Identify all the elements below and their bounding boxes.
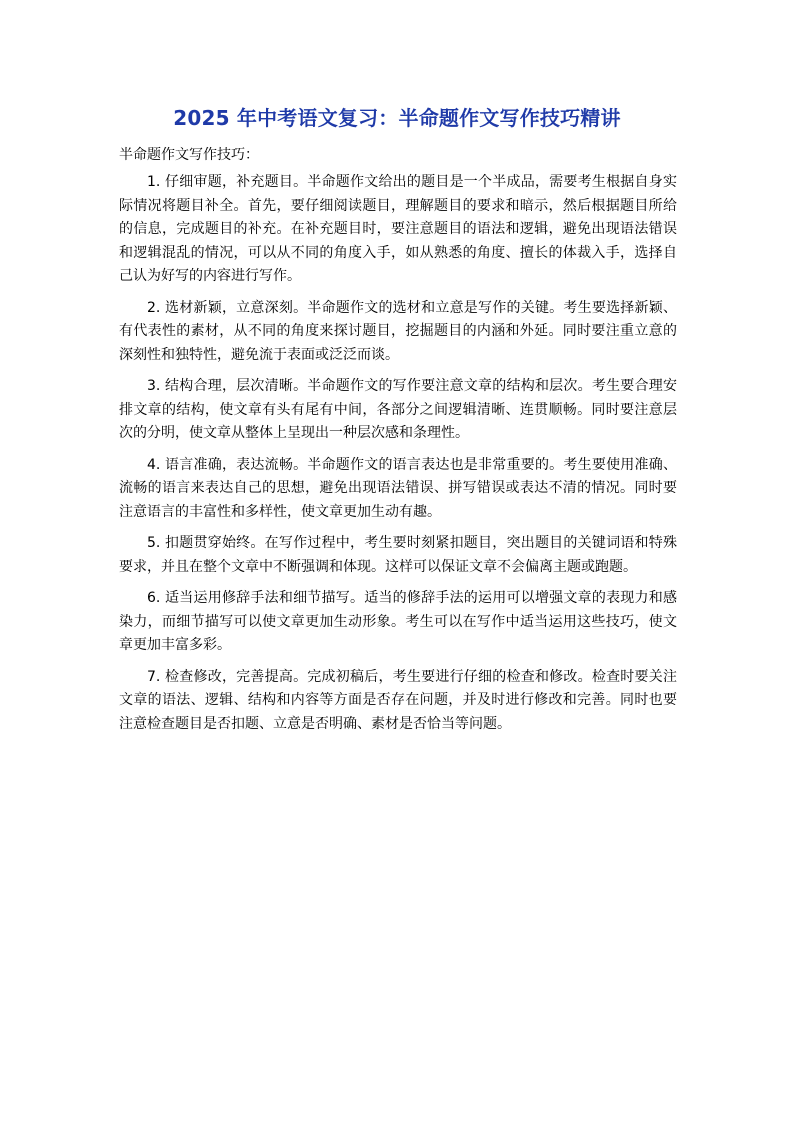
document-body — [119, 171, 677, 744]
paragraph-tip-4: 4. 语言准确，表达流畅。半命题作文的语言表达也是非常重要的。考生要使用准确、流畅的语言来表达自己的思想，避免出现语法错误、拼写错误或表达不清的情况。同时要注意语言的丰富性和多样性，使文章更加生动有趣。 — [119, 456, 677, 520]
document-title: 2025 年中考语文复习：半命题作文写作技巧精讲 — [173, 106, 621, 130]
paragraph-tip-6: 6. 适当运用修辞手法和细节描写。适当的修辞手法的运用可以增强文章的表现力和感染力，而细节描写可以使文章更加生动形象。考生可以在写作中适当运用这些技巧，使文章更加丰富多彩。 — [119, 590, 677, 653]
paragraph-tip-2: 2. 选材新颖，立意深刻。半命题作文的选材和立意是写作的关键。考生要选择新颖、有代表性的素材，从不同的角度来探讨题目，挖掘题目的内涵和外延。同时要注重立意的深刻性和独特性，避免流于表面或泛泛而谈。 — [119, 299, 677, 363]
paragraph-tip-3: 3. 结构合理，层次清晰。半命题作文的写作要注意文章的结构和层次。考生要合理安排文章的结构，使文章有头有尾有中间，各部分之间逻辑清晰、连贯顺畅。同时要注意层次的分明，使文章从整体上呈现出一种层次感和条理性。 — [119, 378, 677, 441]
paragraph-tip-1: 1. 仔细审题，补充题目。半命题作文给出的题目是一个半成品，需要考生根据自身实际情况将题目补全。首先，要仔细阅读题目，理解题目的要求和暗示，然后根据题目所给的信息，完成题目的补充。在补充题目时，要注意题目的语法和逻辑，避免出现语法错误和逻辑混乱的情况，可以从不同的角度入手，如从熟悉的角度、擅长的体裁入手，选择自己认为好写的内容进行写作。 — [119, 174, 677, 284]
intro-line: 半命题作文写作技巧： — [119, 147, 259, 163]
paragraph-tip-7: 7. 检查修改，完善提高。完成初稿后，考生要进行仔细的检查和修改。检查时要关注文章的语法、逻辑、结构和内容等方面是否存在问题，并及时进行修改和完善。同时也要注意检查题目是否扣题、立意是否明确、素材是否恰当等问题。 — [119, 668, 677, 732]
paragraph-tip-5: 5. 扣题贯穿始终。在写作过程中，考生要时刻紧扣题目，突出题目的关键词语和特殊要求，并且在整个文章中不断强调和体现。这样可以保证文章不会偏离主题或跑题。 — [119, 535, 677, 575]
